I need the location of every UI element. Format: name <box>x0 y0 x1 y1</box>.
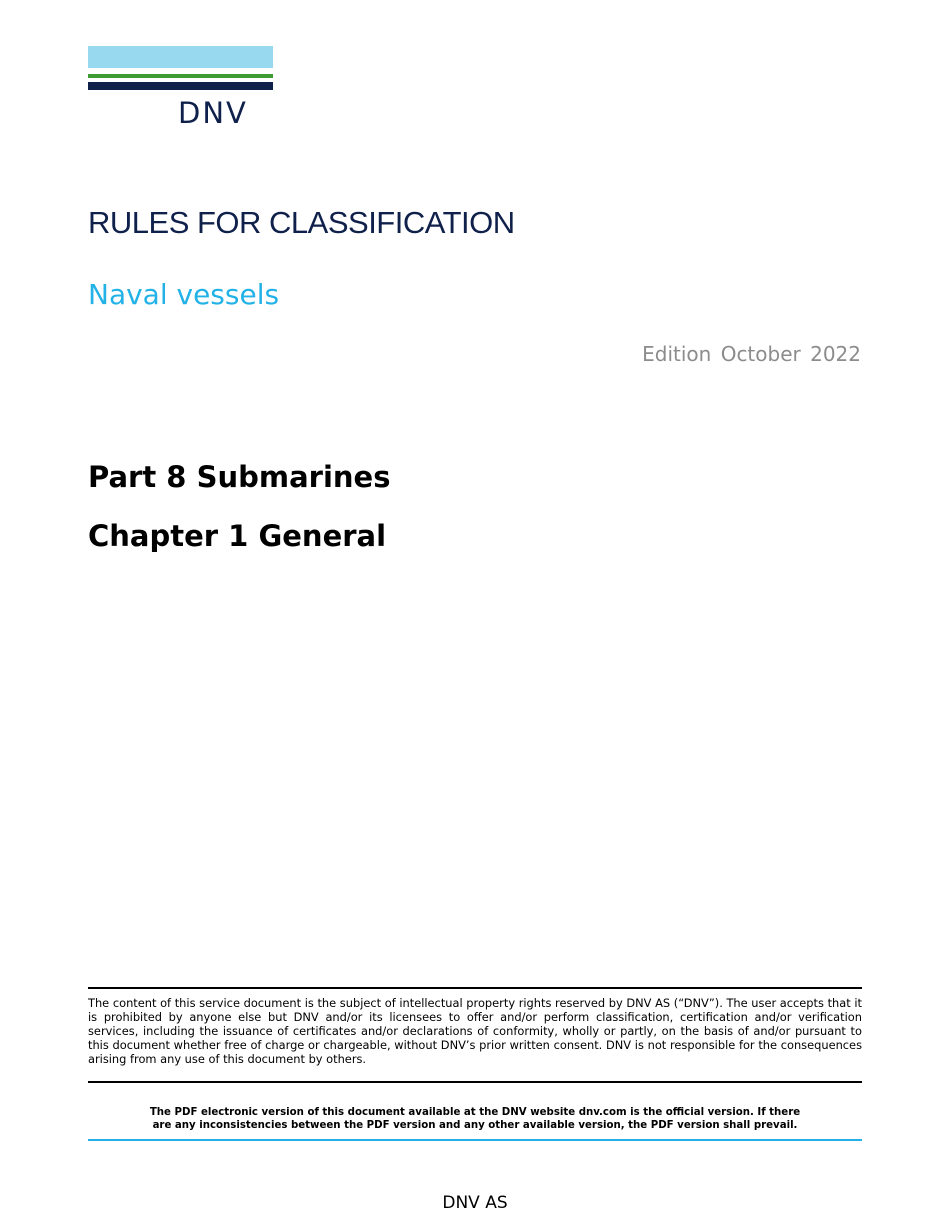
divider-middle <box>88 1081 862 1083</box>
logo-bar-light-blue <box>88 46 273 68</box>
logo-bar-green <box>88 74 273 78</box>
divider-cyan <box>88 1139 862 1141</box>
intellectual-property-notice: The content of this service document is the subject of intellectual property rights reserved by DNV AS (“DNV”). The user accepts that it is prohibited by anyone else but DNV and/or its licensees to offer and/or perform classification, certification and/or verification services, including the issuance of certificates and/or declarations of conformity, wholly or partly, on the basis of and/or pursuant to this document whether free of charge or chargeable, without DNV’s prior written consent. DNV is not responsible for the consequences arising from any use of this document by others. <box>88 996 862 1066</box>
part-title: Part 8 Submarines <box>88 460 391 494</box>
dnv-logo-text: DNV <box>178 96 248 130</box>
divider-top <box>88 987 862 989</box>
publisher-name: DNV AS <box>442 1193 508 1213</box>
pdf-official-version-notice <box>88 1106 862 1132</box>
document-type: RULES FOR CLASSIFICATION <box>88 205 515 240</box>
pdf-notice-line-1: The PDF electronic version of this document available at the DNV website dnv.com is the official version. If there <box>149 1107 801 1118</box>
document-series: Naval vessels <box>88 278 280 311</box>
logo-bar-dark-blue <box>88 82 273 90</box>
edition-date: Edition October 2022 <box>642 342 861 366</box>
chapter-title: Chapter 1 General <box>88 519 387 553</box>
pdf-notice-line-2: are any inconsistencies between the PDF version and any other available version, the PDF version shall prevail. <box>152 1120 798 1131</box>
